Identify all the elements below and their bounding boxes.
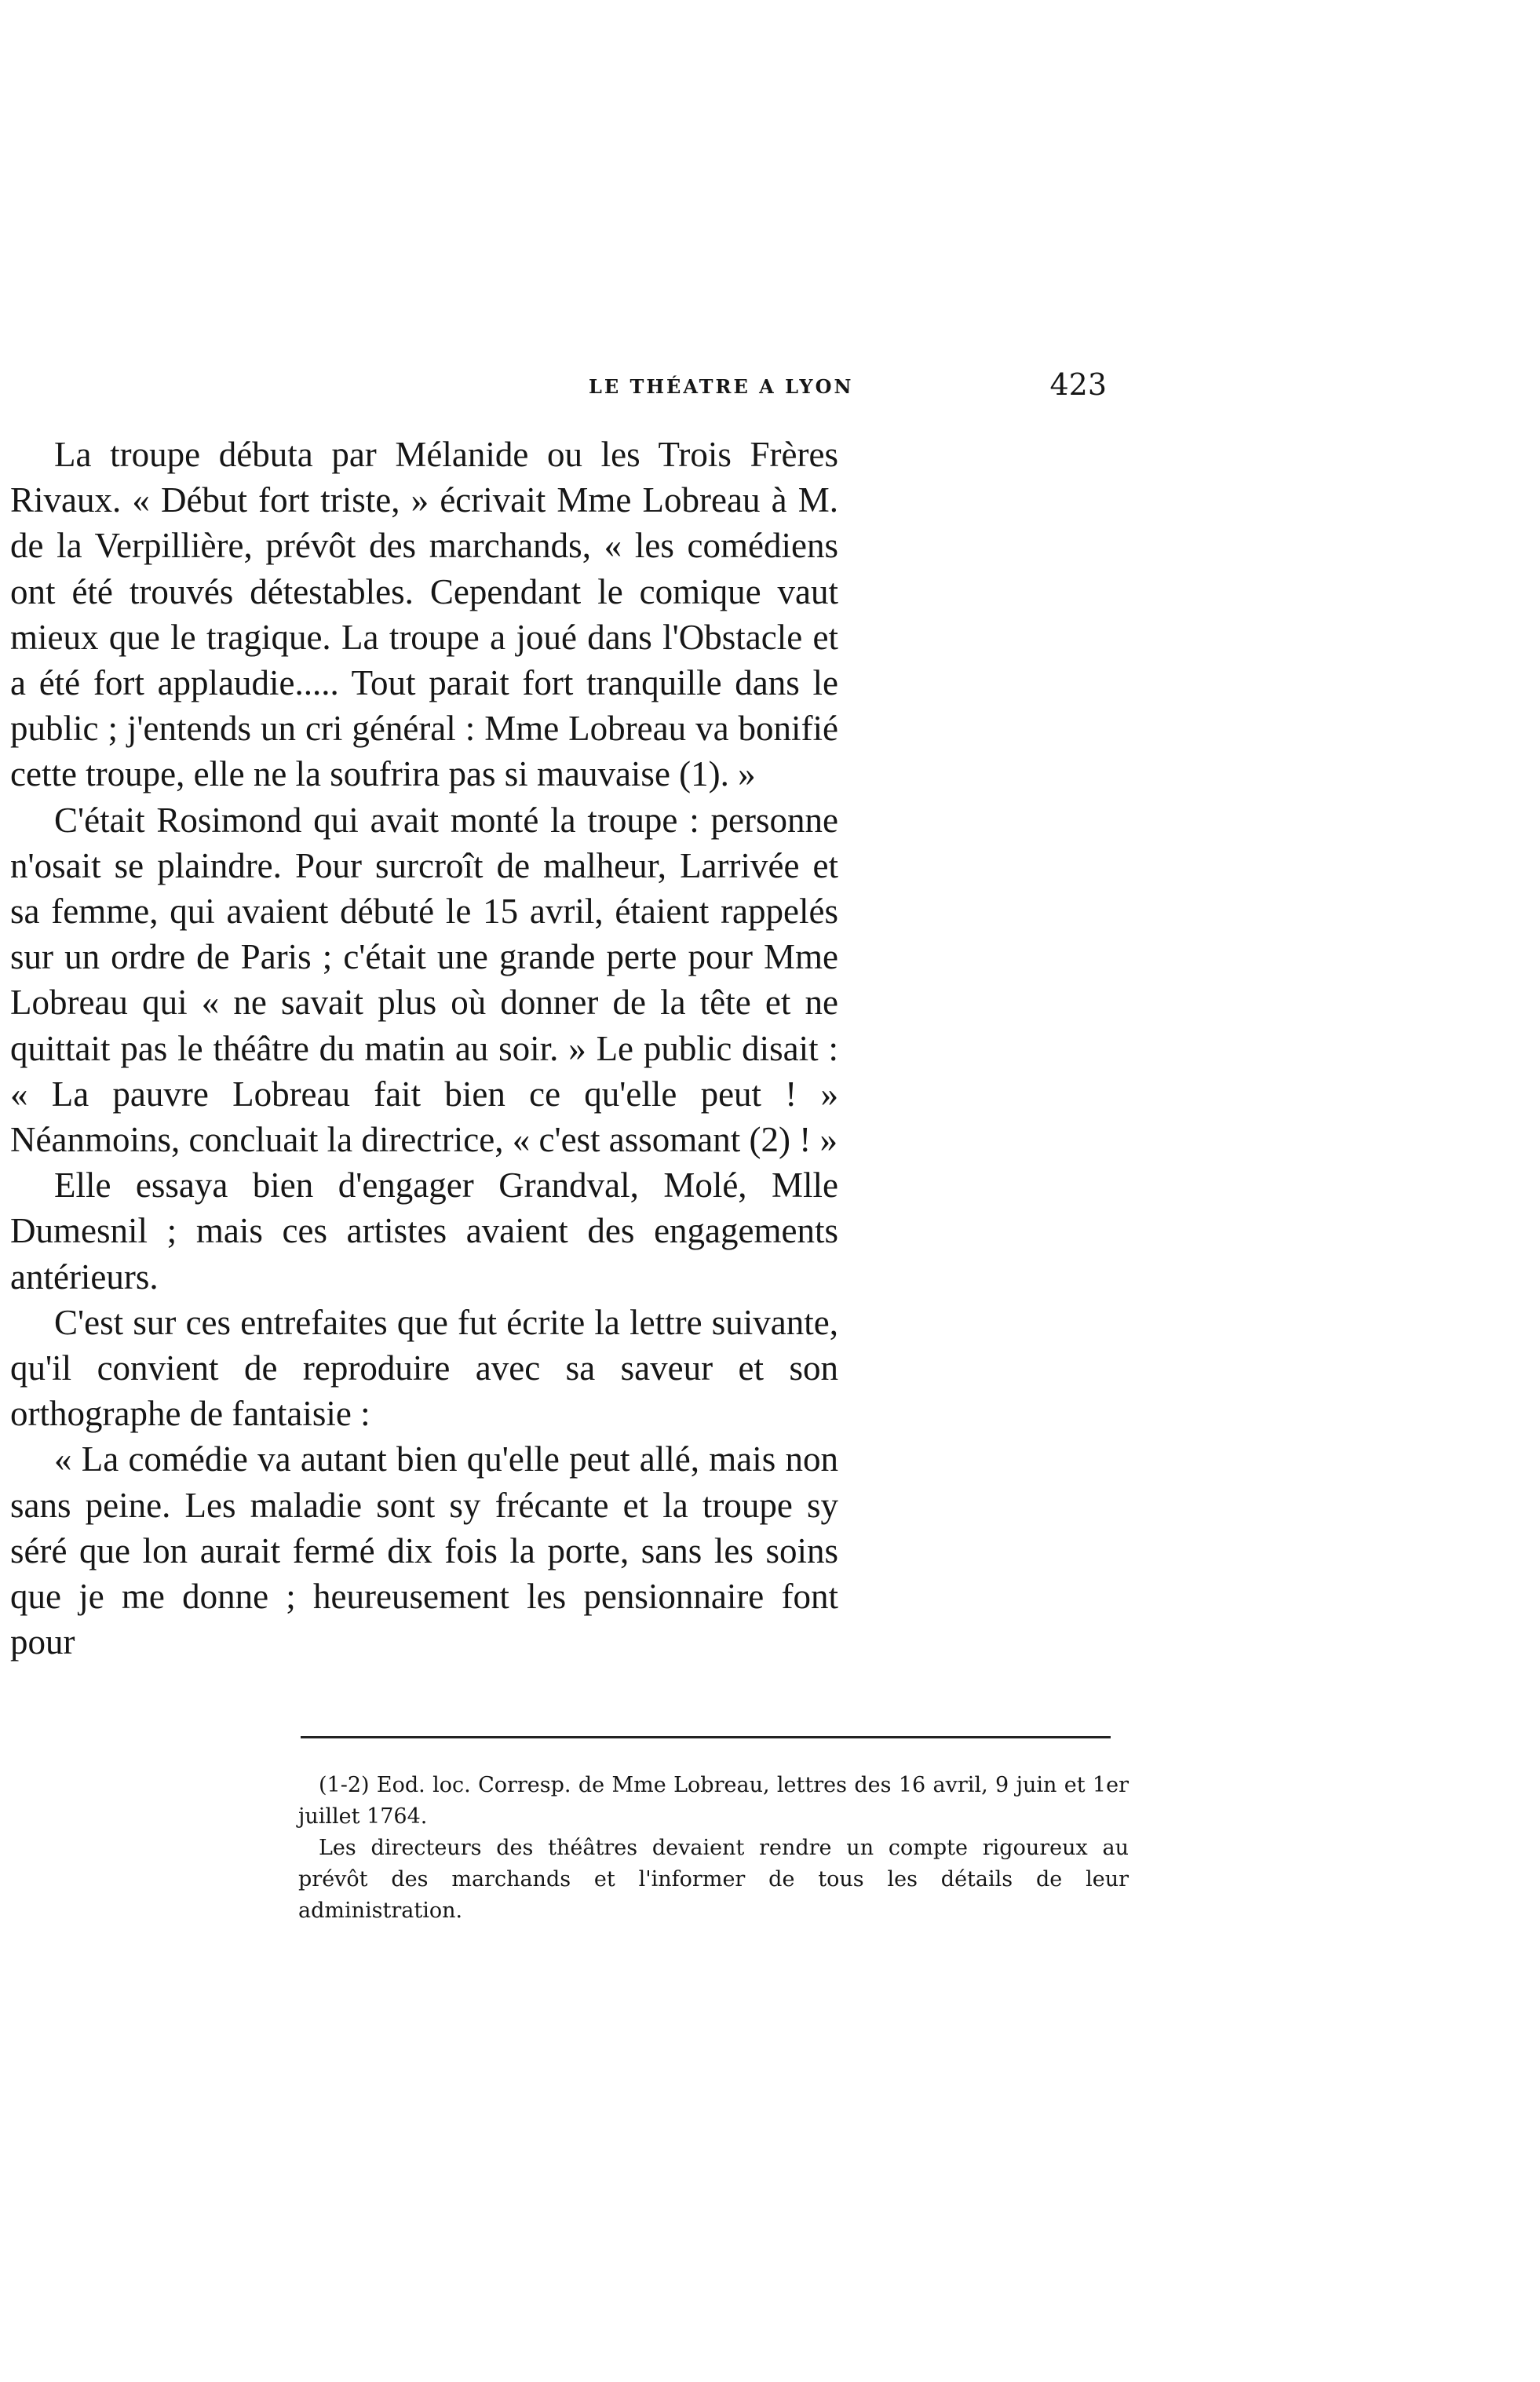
paragraph: La troupe débuta par Mélanide ou les Trois Frères Rivaux. « Début fort triste, » écrivait Mme Lobreau à M. de la Verpillière, prévôt des marchands, « les comédiens ont été trouvés détestables. Cependant le comique vaut mieux que le tragique. La troupe a joué dans l'Obstacle et a été fort applaudie..... Tout parait fort tranquille dans le public ; j'entends un cri général : Mme Lobreau va bonifié cette troupe, elle ne la soufrira pas si mauvaise (1). »	[10, 435, 838, 794]
page-number: 423	[1049, 367, 1107, 402]
paragraph: C'est sur ces entrefaites que fut écrite la lettre suivante, qu'il convient de reproduire avec sa saveur et son orthographe de fantaisie :	[10, 1302, 838, 1434]
footnote: (1-2) Eod. loc. Corresp. de Mme Lobreau, lettres des 16 avril, 9 juin et 1er juillet 1764.	[298, 1773, 1129, 1829]
paragraph: C'était Rosimond qui avait monté la troupe : personne n'osait se plaindre. Pour surcroît de malheur, Larrivée et sa femme, qui avaient débuté le 15 avril, étaient rappelés sur un ordre de Paris ; c'était une grande perte pour Mme Lobreau qui « ne savait plus où donner de la tête et ne quittait pas le théâtre du matin au soir. » Le public disait : « La pauvre Lobreau fait bien ce qu'elle peut ! » Néanmoins, concluait la directrice, « c'est assomant (2) ! »	[10, 800, 838, 1160]
body-text	[10, 432, 838, 1665]
running-title: LE THÉATRE A LYON	[589, 375, 854, 398]
footnote: Les directeurs des théâtres devaient rendre un compte rigoureux au prévôt des marchands et l'informer de tous les détails de leur administration.	[298, 1836, 1129, 1923]
running-head	[290, 361, 1138, 408]
footnote-rule	[301, 1736, 1111, 1738]
footnotes	[298, 1770, 1129, 1927]
page-header	[290, 361, 1138, 408]
paragraph: « La comédie va autant bien qu'elle peut allé, mais non sans peine. Les maladie sont sy frécante et la troupe sy séré que lon aurait fermé dix fois la porte, sans les soins que je me donne ; heureusement les pensionnaire font pour	[10, 1439, 838, 1662]
paragraph: Elle essaya bien d'engager Grandval, Molé, Mlle Dumesnil ; mais ces artistes avaient des engagements antérieurs.	[10, 1165, 838, 1297]
